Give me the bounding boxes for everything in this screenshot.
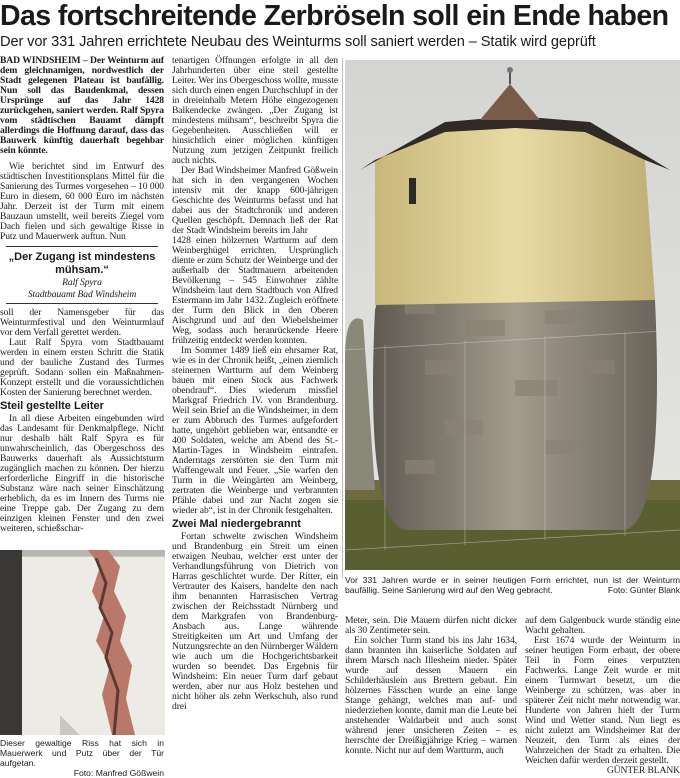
quote-author: Ralf Spyra (62, 277, 102, 288)
photo-credit: Foto: Manfred Gößwein (73, 768, 164, 778)
author-byline: GÜNTER BLANK (606, 765, 680, 776)
caption-text: Dieser gewaltige Riss hat sich in Mauerwerk und Putz über der Tür aufgetan. (0, 738, 164, 768)
paragraph: tenartigen Öffnungen erfolgte in all den Jahrhunderten über eine steil gestellte Leiter. Wer ins Obergeschoss wollte, musste sich durch einen engen Durchschlupf in der in dreieinhalb Metern Höhe eingezogenen Balkendecke zwängen. „Der Zugang ist mindestens mühsam“, beschreibt Spyra die Gegebenheiten. Ausschließen will er hinsichtlich einer möglichen künftigen Nutzung zum jetzigen Zeitpunkt freilich auch nichts. (172, 55, 338, 166)
paragraph: Ein solcher Turm stand bis ins Jahr 1634, dann brannten ihn kaiserliche Soldaten auf ihrem Marsch nach Illesheim nieder. Später wurde auf dessen Mauern ein Schilderhäuslein aus Brettern gebaut. Ein hölzernes Fässchen wurde an eine lange Stange gehängt, welches man auf- und niederziehen konnte, damit man die Leute bei anstehender Waldarbeit und auch sonst während jener unsicheren Zeiten – es herrschte der Dreißigjährige Krieg – warnen konnte. Nicht nur auf dem Wartturm, auch (345, 635, 517, 756)
lead-paragraph: BAD WINDSHEIM – Der Weinturm auf dem gleichnamigen, nordwestlich der Stadt gelegenen Plateau ist baufällig. Nun soll das Baudenkmal, dessen Ursprünge auf das Jahr 1428 zurückgehen, saniert werden. Ralf Spyra vom städtischen Bauamt dämpft allerdings die Hoffnung darauf, dass das Bauwerk künftig dauerhaft begehbar sein könnte. (0, 55, 164, 156)
pull-quote (6, 246, 158, 304)
paragraph: In all diese Arbeiten eingebunden wird das Landesamt für Denkmalpflege. Nicht nur deshalb hält Ralf Spyra es für unwahrscheinlich, das Obergeschoss des Bauwerks dauerhaft als Aussichtsturm zugänglich machen zu können. Der hierzu erforderliche Eingriff in die historische Substanz wäre nach seiner Einschätzung erheblich, da es im Innern des Turms nie eine Treppe gab. Der Zugang zu dem einzigen kleinen Fenster und den zwei weiteren, schießschar- (0, 413, 164, 534)
article-column-2 (172, 56, 338, 712)
photo-credit: Foto: Günter Blank (607, 585, 680, 595)
quote-text: „Der Zugang ist mindestens mühsam.“ (8, 251, 156, 276)
quote-role: Stadtbauamt Bad Windsheim (27, 288, 137, 300)
column-divider (342, 58, 343, 578)
subheading: Zwei Mal niedergebrannt (172, 518, 301, 530)
paragraph: Wie berichtet sind im Entwurf des städtischen Investitionsplans Mittel für die Sanierung des Turmes vorgesehen – 10 000 Euro in diesem, 60 000 Euro im nächsten Jahr. Derzeit ist der Turm mit einem Bauzaun umstellt, weil bereits Ziegel vom Dach fielen und sich gewaltige Risse in Putz und Mauerwerk auftun. Nun (0, 161, 164, 242)
paragraph: 1428 einen hölzernen Wartturm auf dem Weinberghügel errichten. Ursprünglich diente er zum Schutz der Weinberge und der außerhalb der Stadtmauern arbeitenden Bevölkerung – 545 Einwohner zählte Windsheim laut dem Stadtbuch von Alfred Estermann im Jahr 1432. Zugleich eröffnete der Turm den Blick in den Oberen Aischgrund und auf den Wiebelsheimer Weg, sodass auch heranrückende Heere frühzeitig entdeckt werden konnten. (172, 235, 338, 346)
photo-caption (345, 575, 680, 595)
subheadline: Der vor 331 Jahren errichtete Neubau des Weinturms soll saniert werden – Statik wird geprüft (0, 34, 596, 50)
paragraph: Laut Ralf Spyra vom Stadtbauamt werden in einem ersten Schritt die Statik und der bauliche Zustand des Turmes geprüft. Sodann sollen ein Maßnahmen-Konzept erstellt und die voraussichtlichen Kosten der Sanierung berechnet werden. (0, 337, 164, 398)
paragraph: Erst 1674 wurde der Weinturm in seiner heutigen Form erbaut, der obere Teil in Form eines verputzten Fachwerks. Lange Zeit wurde er mit einem Turmwart besetzt, um die Weinberge zu schützen, was aber in späterer Zeit nicht mehr notwendig war. Hunderte von Jahren hielt der Turm Wind und Wetter stand. Nun liegt es nicht zuletzt am Windsheimer Rat der Neuzeit, den Turm als eines der Wahrzeichen der Stadt zu erhalten. Die Weichen dafür werden derzeit gestellt. GÜNTER BLANK (525, 635, 680, 776)
crack-photo-caption (0, 738, 164, 778)
article-column-3 (345, 616, 517, 756)
subheading: Steil gestellte Leiter (0, 400, 104, 412)
paragraph: Fortan schwelte zwischen Windsheim und Brandenburg ein Streit um einen etwaigen Neubau, welcher erst unter der Verhandlungsführung von Dietrich von Harras geschlichtet wurde. Der Ritter, ein Vertrauter des Kaisers, handelte den nach ihm benannten Harrasischen Vertrag zwischen der Reichsstadt Nürnberg und dem Markgrafen von Brandenburg-Ansbach aus. Lange währende Streitigkeiten um Art und Umfang der Nutzungsrechte an den Nürnberger Wäldern wie auch um die Hochgerichtsbarkeit wurden so beendet. Das Ergebnis für Windsheim: Ein neuer Turm darf gebaut werden, aber nur aus Holz bestehen und nicht höher als zehn Werkschuh, also rund drei (172, 531, 338, 712)
article-column-1 (0, 56, 164, 534)
paragraph: auf dem Galgenbuck wurde ständig eine Wacht gehalten. (525, 615, 680, 636)
paragraph: Der Bad Windsheimer Manfred Gößwein hat sich in den vergangenen Wochen intensiv mit der knapp 600-jährigen Geschichte des Weinturms befasst und hat dabei aus der Stadtchronik und anderen Quellen geschöpft. Demnach ließ der Rat der Stadt Windsheim bereits im Jahr (172, 165, 338, 236)
caption-text: Vor 331 Jahren wurde er in seiner heutigen Form errichtet, nun ist der Weinturm baufällig. Seine Sanierung wird auf den Weg gebracht. (345, 575, 680, 595)
crack-photo (0, 550, 165, 735)
weinturm-photo (345, 60, 680, 570)
paragraph: Meter, sein. Die Mauern dürfen nicht dicker als 30 Zentimeter sein. (345, 615, 517, 636)
paragraph: soll der Namensgeber für das Weinturmfestival und den Weinturmlauf vor dem Verfall gerettet werden. (0, 307, 164, 338)
headline: Das fortschreitende Zerbröseln soll ein Ende haben (0, 0, 669, 32)
paragraph: Im Sommer 1489 ließ ein ehrsamer Rat, wie es in der Chronik heißt, „einen ziemlich steinernen Wartturm auf dem Weinberg bauen mit einen Stock aus Fachwerk obendrauf“. Dies wiederum missfiel Markgraf Friedrich IV. von Brandenburg. Weil sein Brief an die Windsheimer, in dem er zum Abbruch des Turmes aufgefordert hatte, ungehört geblieben war, entsandte er 400 Soldaten, welche am Abend des St.-Martin-Tages in Windsheim eintrafen. Anderntags zerstörten sie den Turm mit Waffengewalt und Feuer. „Sie warfen den Turm in die Weingärten am Weinberg, zertraten die Weinberge und verbrannten Pfähle dabei und zur Nacht zogen sie wieder ab“, ist in der Chronik festgehalten. (172, 345, 338, 516)
article-column-4 (525, 616, 680, 776)
